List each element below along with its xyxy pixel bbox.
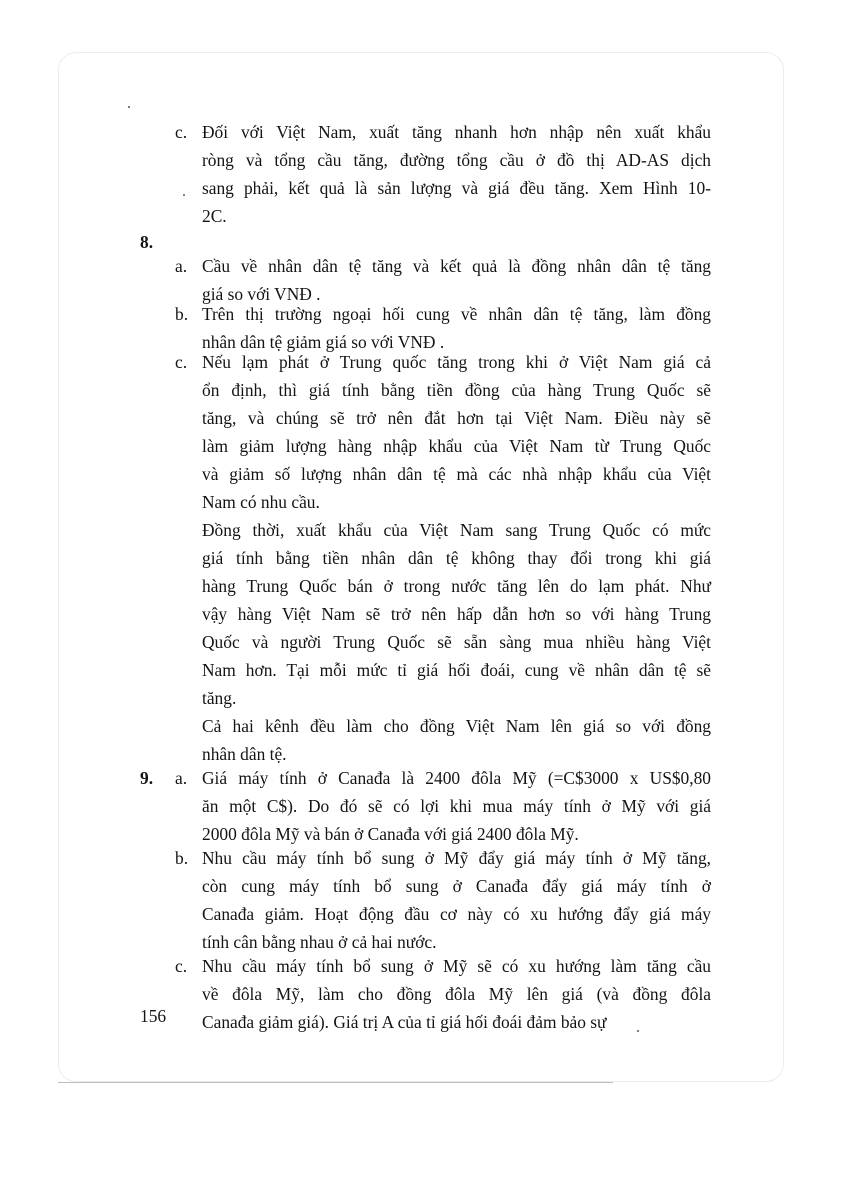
text-line: nhân dân tệ giảm giá so với VNĐ . — [202, 332, 445, 352]
text-line: 2000 đôla Mỹ và bán ở Canađa với giá 2400 đôla Mỹ. — [202, 824, 579, 844]
text-line: nhân dân tệ. — [202, 744, 287, 764]
text-line: Trên thị trường ngoại hối cung về nhân dân tệ tăng, làm đồng — [202, 304, 711, 324]
item-letter: b. — [175, 848, 189, 868]
text-line: còn cung máy tính bổ sung ở Canađa đẩy giá máy tính ở — [202, 876, 711, 896]
text-line: ròng và tổng cầu tăng, đường tổng cầu ở đồ thị AD-AS dịch — [202, 150, 711, 170]
item-letter: b. — [175, 304, 189, 324]
bottom-rule — [58, 1082, 613, 1083]
text-line: Nam có nhu cầu. — [202, 492, 320, 512]
item-letter: c. — [175, 122, 188, 142]
item-letter: a. — [175, 256, 188, 276]
text-line: Nhu cầu máy tính bổ sung ở Mỹ đẩy giá máy tính ở Mỹ tăng, — [202, 848, 711, 868]
text-line: Đối với Việt Nam, xuất tăng nhanh hơn nhập nên xuất khẩu — [202, 122, 711, 142]
item-letter: c. — [175, 352, 188, 372]
text-line: về đôla Mỹ, làm cho đồng đôla Mỹ lên giá (và đồng đôla — [202, 984, 711, 1004]
text-line: sang phải, kết quả là sản lượng và giá đều tăng. Xem Hình 10- — [202, 178, 711, 198]
scan-speck — [183, 194, 185, 196]
text-line: Cả hai kênh đều làm cho đồng Việt Nam lên giá so với đồng — [202, 716, 711, 736]
text-line: tính cân bằng nhau ở cả hai nước. — [202, 932, 437, 952]
page-number: 156 — [140, 1006, 167, 1026]
text-line: vậy hàng Việt Nam sẽ trở nên hấp dẫn hơn so với hàng Trung — [202, 604, 711, 624]
text-line: Nhu cầu máy tính bổ sung ở Mỹ sẽ có xu hướng làm tăng cầu — [202, 956, 711, 976]
item-letter: c. — [175, 956, 188, 976]
text-line: Nếu lạm phát ở Trung quốc tăng trong khi ở Việt Nam giá cả — [202, 352, 711, 372]
item-number: 8. — [140, 232, 154, 252]
text-line: làm giảm lượng hàng nhập khẩu của Việt Nam từ Trung Quốc — [202, 436, 711, 456]
text-line: ổn định, thì giá tính bằng tiền đồng của hàng Trung Quốc sẽ — [202, 380, 711, 400]
text-line: Cầu về nhân dân tệ tăng và kết quả là đồng nhân dân tệ tăng — [202, 256, 711, 276]
text-line: Canađa giảm. Hoạt động đầu cơ này có xu hướng đẩy giá máy — [202, 904, 711, 924]
text-line: Nam hơn. Tại mỗi mức tỉ giá hối đoái, cung về nhân dân tệ sẽ — [202, 660, 711, 680]
text-line: giá so với VNĐ . — [202, 284, 321, 304]
text-line: ăn một C$). Do đó sẽ có lợi khi mua máy tính ở Mỹ với giá — [202, 796, 711, 816]
text-line: hàng Trung Quốc bán ở trong nước tăng lên do lạm phát. Như — [202, 576, 711, 596]
text-line: giá tính bằng tiền nhân dân tệ không thay đổi trong khi giá — [202, 548, 711, 568]
text-line: và giảm số lượng nhân dân tệ mà các nhà nhập khẩu của Việt — [202, 464, 711, 484]
text-line: Quốc và người Trung Quốc sẽ sẵn sàng mua nhiều hàng Việt — [202, 632, 711, 652]
text-line: 2C. — [202, 206, 227, 226]
text-line: Giá máy tính ở Canađa là 2400 đôla Mỹ (=C$3000 x US$0,80 — [202, 768, 711, 788]
scan-speck — [128, 106, 130, 108]
text-line: tăng. — [202, 688, 237, 708]
item-number: 9. — [140, 768, 154, 788]
text-line: Canađa giảm giá). Giá trị A của tỉ giá hối đoái đảm bảo sự — [202, 1012, 607, 1032]
text-line: Đồng thời, xuất khẩu của Việt Nam sang Trung Quốc có mức — [202, 520, 711, 540]
item-letter: a. — [175, 768, 188, 788]
text-line: tăng, và chúng sẽ trở nên đắt hơn tại Việt Nam. Điều này sẽ — [202, 408, 711, 428]
